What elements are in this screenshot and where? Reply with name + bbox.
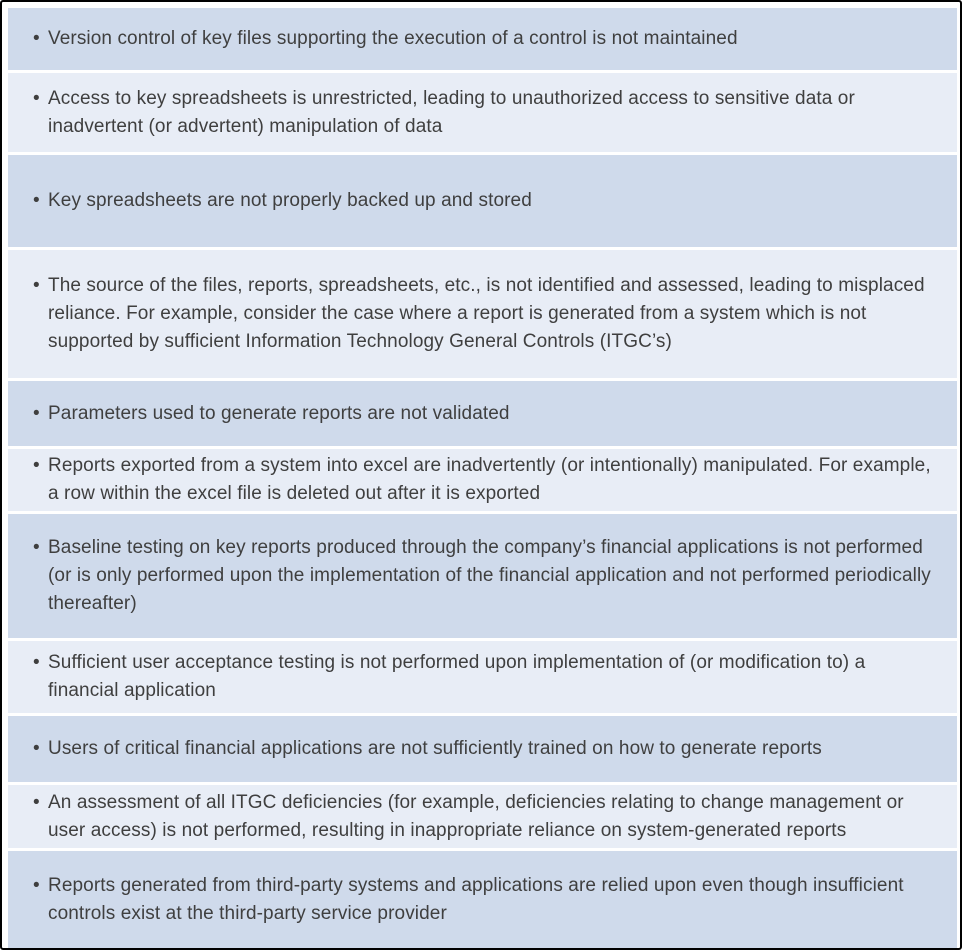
list-item-text: Access to key spreadsheets is unrestricted, leading to unauthorized access to sensitive data or inadvertent (or advertent) manipulation of data [48, 87, 855, 137]
list-item-text: Users of critical financial applications are not sufficiently trained on how to generate reports [48, 738, 822, 759]
list-item-text: Reports generated from third-party systems and applications are relied upon even though insufficient controls exist at the third-party service provider [48, 874, 904, 924]
list-item-content [8, 187, 957, 215]
list-item-text: Version control of key files supporting the execution of a control is not maintained [48, 28, 738, 49]
list-item [8, 449, 957, 511]
list-item-content [8, 272, 957, 356]
list-item [8, 155, 957, 247]
bullet-icon: • [33, 537, 40, 558]
list-item-text: Sufficient user acceptance testing is not performed upon implementation of (or modification to) a financial application [48, 652, 866, 701]
list-item [8, 716, 957, 782]
list-item [8, 250, 957, 378]
list-item-text: Key spreadsheets are not properly backed up and stored [48, 190, 532, 211]
list-item-text: Parameters used to generate reports are not validated [48, 402, 510, 424]
list-item [8, 381, 957, 446]
bullet-icon: • [33, 874, 40, 896]
list-item-content [8, 85, 957, 141]
list-item [8, 8, 957, 70]
list-item-content [8, 649, 957, 705]
list-item [8, 641, 957, 713]
list-item-text: The source of the files, reports, spreadsheets, etc., is not identified and assessed, leading to misplaced reliance. For example, consider the case where a report is generated from a system which is not supported by sufficient Information Technology General Controls (ITGC’s) [48, 275, 925, 352]
list-item-content [8, 872, 957, 928]
list-item-content [8, 735, 957, 763]
bullet-icon: • [33, 738, 40, 759]
bullet-icon: • [33, 652, 40, 673]
list-item [8, 851, 957, 948]
bullet-icon: • [33, 190, 40, 211]
list-item [8, 514, 957, 638]
bullet-icon: • [33, 791, 40, 813]
list-item-content [8, 400, 957, 428]
list-item-content [8, 452, 957, 508]
list-item [8, 73, 957, 152]
list-item-content [8, 789, 957, 845]
list-item-text: Reports exported from a system into excel are inadvertently (or intentionally) manipulated. For example, a row within the excel file is deleted out after it is exported [48, 455, 931, 504]
bullet-icon: • [33, 28, 40, 49]
bullet-icon: • [33, 402, 40, 424]
bullet-icon: • [33, 275, 40, 296]
list-item-text: An assessment of all ITGC deficiencies (for example, deficiencies relating to change management or user access) is not performed, resulting in inappropriate reliance on system-generated reports [48, 791, 904, 841]
bullet-icon: • [33, 87, 40, 109]
list-item-content [8, 534, 957, 618]
list-item-text: Baseline testing on key reports produced through the company’s financial applications is not performed (or is only performed upon the implementation of the financial application and not performed periodically thereafter) [48, 537, 931, 614]
list-item-content [8, 25, 957, 53]
bullet-icon: • [33, 455, 40, 476]
list-item [8, 785, 957, 848]
